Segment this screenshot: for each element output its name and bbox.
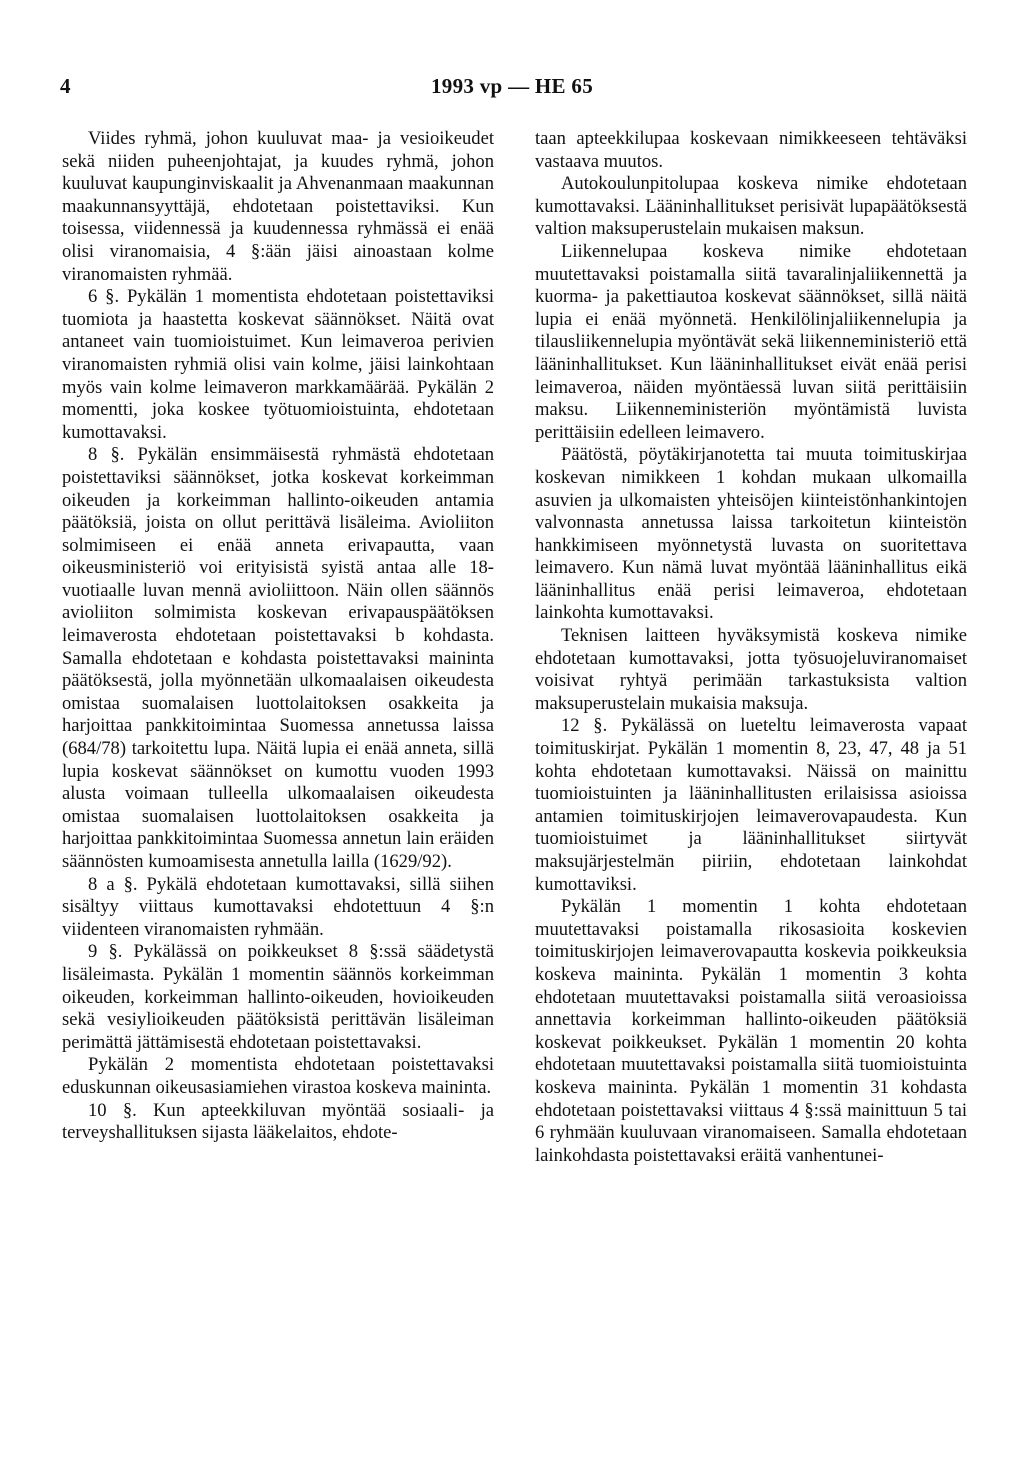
paragraph-continuation: taan apteekkilupaa koskevaan nimikkeeseen tehtäväksi vastaava muutos.	[535, 128, 967, 172]
paragraph: Viides ryhmä, johon kuuluvat maa- ja vesioikeudet sekä niiden puheenjohtajat, ja kuudes ryhmä, johon kuuluvat kaupunginviskaalit ja Ahvenanmaan maakunnan maakunnansyyttäjä, ehdotetaan poistettaviksi. Kun toisessa, viidennessä ja kuudennessa ryhmässä ei enää olisi viranomaisia, 4 §:ään jäisi ainoastaan kolme viranomaisten ryhmää.	[62, 128, 494, 285]
page-number: 4	[60, 74, 71, 98]
left-column	[62, 128, 494, 1145]
paragraph: Pykälän 1 momentin 1 kohta ehdotetaan muutettavaksi poistamalla rikosasioita koskevien toimituskirjojen leimaverovapautta koskevia poikkeuksia koskeva maininta. Pykälän 1 momentin 3 kohta ehdotetaan muutettavaksi poistamalla siitä veroasioissa annettavia korkeimman hallinto-oikeuden päätöksiä koskevat poikkeukset. Pykälän 1 momentin 20 kohta ehdotetaan muutettavaksi poistamalla siitä tuomioistuinta koskeva maininta. Pykälän 1 momentin 31 kohdasta ehdotetaan poistettavaksi viittaus 4 §:ssä mainittuun 5 tai 6 ryhmään kuuluvaan viranomaiseen. Samalla ehdotetaan lainkohdasta poistettavaksi eräitä vanhentunei-	[535, 896, 967, 1166]
paragraph: Autokoulunpitolupaa koskeva nimike ehdotetaan kumottavaksi. Lääninhallitukset perisivät lupapäätöksestä valtion maksuperustelain mukaisen maksun.	[535, 173, 967, 240]
paragraph: 8 a §. Pykälä ehdotetaan kumottavaksi, sillä siihen sisältyy viittaus kumottavaksi ehdotettuun 4 §:n viidenteen viranomaisten ryhmään.	[62, 873, 494, 940]
running-head: 1993 vp — HE 65	[430, 74, 594, 98]
paragraph: 12 §. Pykälässä on lueteltu leimaverosta vapaat toimituskirjat. Pykälän 1 momentin 8, 23, 47, 48 ja 51 kohta ehdotetaan kumottavaksi. Näissä on mainittu tuomioistuinten ja lääninhallitusten erilaisissa asioissa antamien toimituskirjojen leimaverovapaudesta. Kun tuomioistuimet ja lääninhallitukset siirtyvät maksujärjestelmän piiriin, ehdotetaan lainkohdat kumottaviksi.	[535, 715, 967, 895]
paragraph: 6 §. Pykälän 1 momentista ehdotetaan poistettaviksi tuomiota ja haastetta koskevat säännökset. Näitä ovat antaneet vain tuomioistuimet. Kun leimaveroa perivien viranomaisten ryhmiä olisi vain kolme, jäisi lainkohtaan myös vain kolme leimaveron markkamäärää. Pykälän 2 momentti, joka koskee työtuomioistuinta, ehdotetaan kumottavaksi.	[62, 286, 494, 443]
paragraph: 9 §. Pykälässä on poikkeukset 8 §:ssä säädetystä lisäleimasta. Pykälän 1 momentin säännös korkeimman oikeuden, korkeimman hallinto-oikeuden, hovioikeuden sekä vesiylioikeuden päätöksistä perittävän lisäleiman perimättä jättämisestä ehdotetaan poistettavaksi.	[62, 941, 494, 1053]
paragraph: 10 §. Kun apteekkiluvan myöntää sosiaali- ja terveyshallituksen sijasta lääkelaitos, ehdote-	[62, 1099, 494, 1144]
paragraph: Teknisen laitteen hyväksymistä koskeva nimike ehdotetaan kumottavaksi, jotta työsuojeluviranomaiset voisivat ryhtyä perimään tarkastuksista valtion maksuperustelain mukaisia maksuja.	[535, 625, 967, 714]
page-header	[0, 74, 1024, 104]
paragraph: Liikennelupaa koskeva nimike ehdotetaan muutettavaksi poistamalla siitä tavaralinjaliikennettä ja kuorma- ja pakettiautoa koskevat säännökset, sillä näitä lupia ei enää myönnetä. Henkilölinjaliikennelupia ja tilausliikennelupia myöntävät sekä liikenneministeriö että lääninhallitukset. Kun lääninhallitukset eivät enää perisi leimaveroa, näiden myöntäessä luvan siitä perittäisiin maksu. Liikenneministeriön myöntämistä luvista perittäisiin edelleen leimavero.	[535, 240, 967, 443]
paragraph: Pykälän 2 momentista ehdotetaan poistettavaksi eduskunnan oikeusasiamiehen virastoa koskeva maininta.	[62, 1054, 494, 1098]
paragraph: 8 §. Pykälän ensimmäisestä ryhmästä ehdotetaan poistettaviksi säännökset, jotka koskevat korkeimman oikeuden ja korkeimman hallinto-oikeuden antamia päätöksiä, joista on ollut perittävä lisäleima. Avioliiton solmimiseen ei enää anneta erivapautta, vaan oikeusministeriö voi erityisistä syistä antaa alle 18-vuotiaalle luvan mennä avioliittoon. Näin ollen säännös avioliiton solmimista koskevan erivapauspäätöksen leimaverosta ehdotetaan poistettavaksi b kohdasta. Samalla ehdotetaan e kohdasta poistettavaksi maininta päätöksestä, jolla myönnetään ulkomaalaisen oikeudesta omistaa suomalaisen luottolaitoksen osakkeita ja harjoittaa pankkitoimintaa Suomessa annetussa laissa (684/78) tarkoitettu lupa. Näitä lupia ei enää anneta, sillä lupia koskevat säännökset on kumottu vuoden 1993 alusta voimaan tulleella ulkomaalaisen oikeudesta omistaa suomalaisen luottolaitoksen osakkeita ja harjoittaa pankkitoimintaa Suomessa annetun lain eräiden säännösten kumoamisesta annetulla lailla (1629/92).	[62, 444, 494, 872]
paragraph: Päätöstä, pöytäkirjanotetta tai muuta toimituskirjaa koskevan nimikkeen 1 kohdan mukaan ulkomailla asuvien ja ulkomaisten yhteisöjen kiinteistönhankintojen valvonnasta annetussa laissa tarkoitetun kiinteistön hankkimiseen myönnetystä luvasta on suoritettava leimavero. Kun nämä luvat myöntää lääninhallitus eikä lääninhallitus enää perisi leimaveroa, ehdotetaan lainkohta kumottavaksi.	[535, 444, 967, 624]
right-column	[535, 128, 967, 1167]
